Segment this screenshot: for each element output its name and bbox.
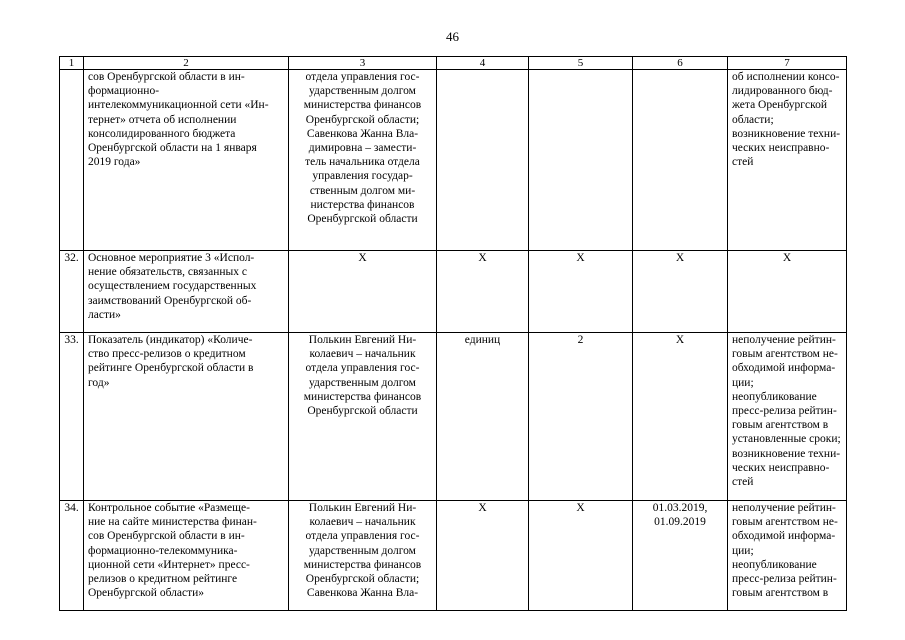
cell-text-line: ции; — [732, 544, 754, 557]
cell-text-line: рейтинге Оренбургской области в — [88, 362, 254, 375]
cell-text-line: обходимой информа- — [732, 530, 836, 543]
risk-cell — [728, 333, 847, 501]
cell-text-line: сов Оренбургской области в ин- — [88, 71, 245, 83]
cell-text-line: возникновение техни- — [732, 447, 841, 460]
column-number-cell: 1 — [60, 57, 84, 70]
table-row — [60, 70, 847, 251]
cell-text-line: неопубликование — [732, 558, 817, 571]
cell-text-line: пресс-релиза рейтин- — [732, 405, 837, 418]
cell-text-line: осуществлением государственных — [88, 280, 257, 293]
value-cell — [529, 333, 633, 501]
cell-text-line: ударственным долгом — [309, 544, 416, 557]
cell-text-line: 2019 года» — [88, 156, 141, 169]
date-cell — [633, 501, 728, 611]
cell-text-line: Оренбургской области — [307, 405, 418, 418]
measure-name-cell — [84, 333, 289, 501]
page-number: 46 — [446, 29, 459, 44]
cell-text-line: неполучение рейтин- — [732, 334, 836, 346]
risk-cell — [728, 251, 847, 333]
cell-text: единиц — [464, 334, 501, 346]
cell-text-line: ство пресс-релизов о кредитном — [88, 348, 246, 361]
cell-text-line: Савенкова Жанна Вла- — [306, 127, 419, 140]
cell-text-line: Савенкова Жанна Вла- — [306, 587, 419, 600]
cell-text-line: говым агентством не- — [732, 516, 838, 529]
cell-text-line: министерства финансов — [303, 99, 422, 112]
measure-name-cell — [84, 70, 289, 251]
cell-text: Х — [576, 502, 585, 514]
cell-text: Х — [576, 252, 585, 264]
cell-text-line: 01.09.2019 — [654, 516, 706, 529]
cell-text-line: об исполнении консо- — [732, 71, 840, 83]
row-number-cell — [60, 501, 84, 611]
unit-cell — [437, 70, 529, 251]
table-row — [60, 251, 847, 333]
cell-text-line: Оренбургской области — [307, 213, 418, 226]
date-cell — [633, 251, 728, 333]
cell-text-line: ционной сети «Интернет» пресс- — [88, 558, 250, 571]
row-number-cell — [60, 251, 84, 333]
cell-text-line: колаевич – начальник — [309, 348, 416, 361]
cell-text-line: пресс-релиза рейтин- — [732, 573, 837, 586]
risk-cell — [728, 70, 847, 251]
unit-cell — [437, 333, 529, 501]
cell-text-line: Полькин Евгений Ни- — [308, 502, 417, 514]
cell-text-line: лидированного бюд- — [732, 85, 833, 98]
cell-text-line: Оренбургской области; — [305, 113, 420, 126]
table-row — [60, 501, 847, 611]
cell-text-line: говым агентством в — [732, 419, 829, 432]
cell-text-line: ние на сайте министерства финан- — [88, 516, 257, 529]
row-number-cell — [60, 333, 84, 501]
cell-text-line: стей — [732, 156, 754, 169]
cell-text-line: министерства финансов — [303, 558, 422, 571]
cell-text-line: заимствований Оренбургской об- — [88, 294, 252, 307]
cell-text-line: министерства финансов — [303, 390, 422, 403]
column-number-row — [60, 57, 847, 70]
cell-text-line: интелекоммуникационной сети «Ин- — [88, 99, 269, 112]
cell-text-line: релизов о кредитном рейтинге — [88, 573, 238, 586]
cell-text-line: неполучение рейтин- — [732, 502, 836, 514]
cell-text: 2 — [577, 334, 584, 346]
cell-text-line: 01.03.2019, — [652, 502, 708, 514]
cell-text: Х — [478, 252, 487, 264]
cell-text: 32. — [64, 252, 79, 264]
risk-cell — [728, 501, 847, 611]
cell-text-line: Оренбургской области на 1 января — [88, 142, 257, 155]
cell-text-line: отдела управления гос- — [305, 71, 420, 83]
cell-text-line: отдела управления гос- — [305, 362, 420, 375]
cell-text-line: ласти» — [88, 308, 121, 321]
cell-text-line: Х — [358, 252, 367, 264]
column-number-cell: 7 — [728, 57, 847, 70]
responsible-person-cell — [289, 501, 437, 611]
unit-cell — [437, 501, 529, 611]
cell-text-line: нистерства финансов — [310, 198, 415, 211]
cell-text-line: формационно- — [88, 85, 160, 98]
date-cell — [633, 333, 728, 501]
cell-text-line: Х — [675, 334, 685, 346]
cell-text-line: говым агентством не- — [732, 348, 838, 361]
cell-text-line: стей — [732, 476, 754, 489]
cell-text-line: сов Оренбургской области в ин- — [88, 530, 245, 543]
cell-text-line: отдела управления гос- — [305, 530, 420, 543]
cell-text-line: ударственным долгом — [309, 376, 416, 389]
cell-text-line: ции; — [732, 376, 754, 389]
responsible-person-cell — [289, 70, 437, 251]
unit-cell — [437, 251, 529, 333]
cell-text-line: Х — [675, 252, 685, 264]
measures-table — [59, 56, 847, 611]
cell-text-line: тернет» отчета об исполнении — [88, 113, 237, 126]
value-cell — [529, 251, 633, 333]
cell-text-line: неопубликование — [732, 390, 817, 403]
cell-text-line: тель начальника отдела — [305, 156, 420, 169]
cell-text-line: Х — [782, 252, 792, 264]
cell-text-line: формационно-телекоммуника- — [88, 544, 238, 557]
column-number-cell: 6 — [633, 57, 728, 70]
value-cell — [529, 70, 633, 251]
measure-name-cell — [84, 251, 289, 333]
cell-text-line: Контрольное событие «Размеще- — [88, 502, 250, 514]
row-number-cell — [60, 70, 84, 251]
cell-text-line: ственным долгом ми- — [309, 184, 416, 197]
cell-text-line: нение обязательств, связанных с — [88, 266, 248, 279]
cell-text-line: Показатель (индикатор) «Количе- — [88, 334, 253, 346]
measure-name-cell — [84, 501, 289, 611]
responsible-person-cell — [289, 251, 437, 333]
cell-text-line: управления государ- — [312, 170, 413, 183]
cell-text-line: колаевич – начальник — [309, 516, 416, 529]
cell-text-line: обходимой информа- — [732, 362, 836, 375]
cell-text: Х — [478, 502, 487, 514]
cell-text-line: жета Оренбургской — [732, 99, 827, 112]
cell-text-line: Полькин Евгений Ни- — [308, 334, 417, 346]
value-cell — [529, 501, 633, 611]
cell-text-line: консолидированного бюджета — [88, 127, 236, 140]
cell-text: 33. — [64, 334, 79, 346]
cell-text-line: ческих неисправно- — [732, 142, 830, 155]
cell-text-line: говым агентством в — [732, 587, 829, 600]
date-cell — [633, 70, 728, 251]
column-number-cell: 5 — [529, 57, 633, 70]
cell-text-line: год» — [88, 376, 110, 389]
column-number-cell: 4 — [437, 57, 529, 70]
table-row — [60, 333, 847, 501]
cell-text-line: ческих неисправно- — [732, 461, 830, 474]
cell-text-line: димировна – замести- — [308, 142, 417, 155]
cell-text-line: Оренбургской области; — [305, 573, 420, 586]
cell-text-line: возникновение техни- — [732, 127, 841, 140]
cell-text-line: области; — [732, 113, 774, 126]
cell-text: 34. — [64, 502, 79, 514]
cell-text-line: ударственным долгом — [309, 85, 416, 98]
column-number-cell: 2 — [84, 57, 289, 70]
cell-text-line: Основное мероприятие 3 «Испол- — [88, 252, 255, 264]
responsible-person-cell — [289, 333, 437, 501]
cell-text-line: Оренбургской области» — [88, 587, 205, 600]
cell-text-line: установленные сроки; — [732, 433, 841, 446]
column-number-cell: 3 — [289, 57, 437, 70]
